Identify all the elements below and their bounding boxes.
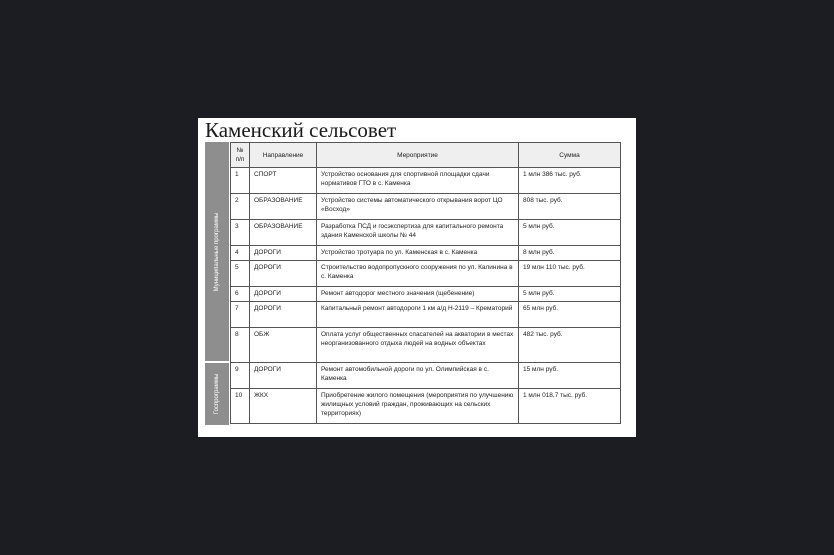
table-row [231,194,621,220]
cell-activity: Капитальный ремонт автодороги 1 км а/д Н-2119 – Крематорий [317,302,519,328]
table-row [231,246,621,261]
cell-sum: 5 млн руб. [519,287,621,302]
cell-num: 5 [231,261,250,287]
header-sum: Сумма [519,143,621,168]
cell-direction: ДОРОГИ [250,287,317,302]
side-label-municipal [205,142,229,361]
cell-direction: ДОРОГИ [250,261,317,287]
cell-sum: 5 млн руб. [519,220,621,246]
header-activity: Мероприятие [317,143,519,168]
cell-sum: 65 млн руб. [519,302,621,328]
cell-direction: ДОРОГИ [250,363,317,389]
table-row [231,287,621,302]
cell-direction: ДОРОГИ [250,302,317,328]
cell-direction: ЖКХ [250,389,317,424]
programs-table [230,142,621,424]
table-header-row [231,143,621,168]
table-row [231,302,621,328]
cell-activity: Устройство основания для спортивной площадки сдачи нормативов ГТО в с. Каменка [317,168,519,194]
cell-sum: 808 тыс. руб. [519,194,621,220]
side-label-state [205,363,229,425]
cell-activity: Устройство тротуара по ул. Каменская в с. Каменка [317,246,519,261]
table-row [231,261,621,287]
cell-num: 6 [231,287,250,302]
cell-direction: ОБРАЗОВАНИЕ [250,194,317,220]
cell-num: 3 [231,220,250,246]
cell-activity: Строительство водопропускного сооружения по ул. Калинина в с. Каменка [317,261,519,287]
cell-activity: Разработка ПСД и госэкспертиза для капитального ремонта здания Каменской школы № 44 [317,220,519,246]
cell-sum: 1 млн 018,7 тыс. руб. [519,389,621,424]
cell-activity: Устройство системы автоматического открывания ворот ЦО «Восход» [317,194,519,220]
slide [198,118,636,437]
side-label-state-text: Госпрограммы [214,373,220,415]
cell-sum: 482 тыс. руб. [519,328,621,363]
cell-num: 2 [231,194,250,220]
cell-num: 10 [231,389,250,424]
table-row [231,168,621,194]
cell-num: 7 [231,302,250,328]
cell-num: 4 [231,246,250,261]
side-label-municipal-text: Муниципальные программы [214,212,220,291]
cell-num: 8 [231,328,250,363]
table-row [231,363,621,389]
table-row [231,328,621,363]
table-row [231,389,621,424]
cell-num: 9 [231,363,250,389]
cell-direction: ДОРОГИ [250,246,317,261]
header-num: № п/п [231,143,250,168]
cell-sum: 19 млн 110 тыс. руб. [519,261,621,287]
cell-direction: СПОРТ [250,168,317,194]
slide-title: Каменский сельсовет [205,118,397,142]
cell-activity: Оплата услуг общественных спасателей на акватории в местах неорганизованного отдыха людей на водных объектах [317,328,519,363]
cell-direction: ОБЖ [250,328,317,363]
table-row [231,220,621,246]
cell-sum: 1 млн 386 тыс. руб. [519,168,621,194]
cell-activity: Ремонт автомобильной дороги по ул. Олимпийская в с. Каменка [317,363,519,389]
cell-sum: 15 млн руб. [519,363,621,389]
header-direction: Направление [250,143,317,168]
cell-activity: Ремонт автодорог местного значения (щебенение) [317,287,519,302]
cell-activity: Приобретение жилого помещения (мероприятия по улучшению жилищных условий граждан, проживающих на сельских территориях) [317,389,519,424]
cell-direction: ОБРАЗОВАНИЕ [250,220,317,246]
cell-sum: 8 млн руб. [519,246,621,261]
cell-num: 1 [231,168,250,194]
